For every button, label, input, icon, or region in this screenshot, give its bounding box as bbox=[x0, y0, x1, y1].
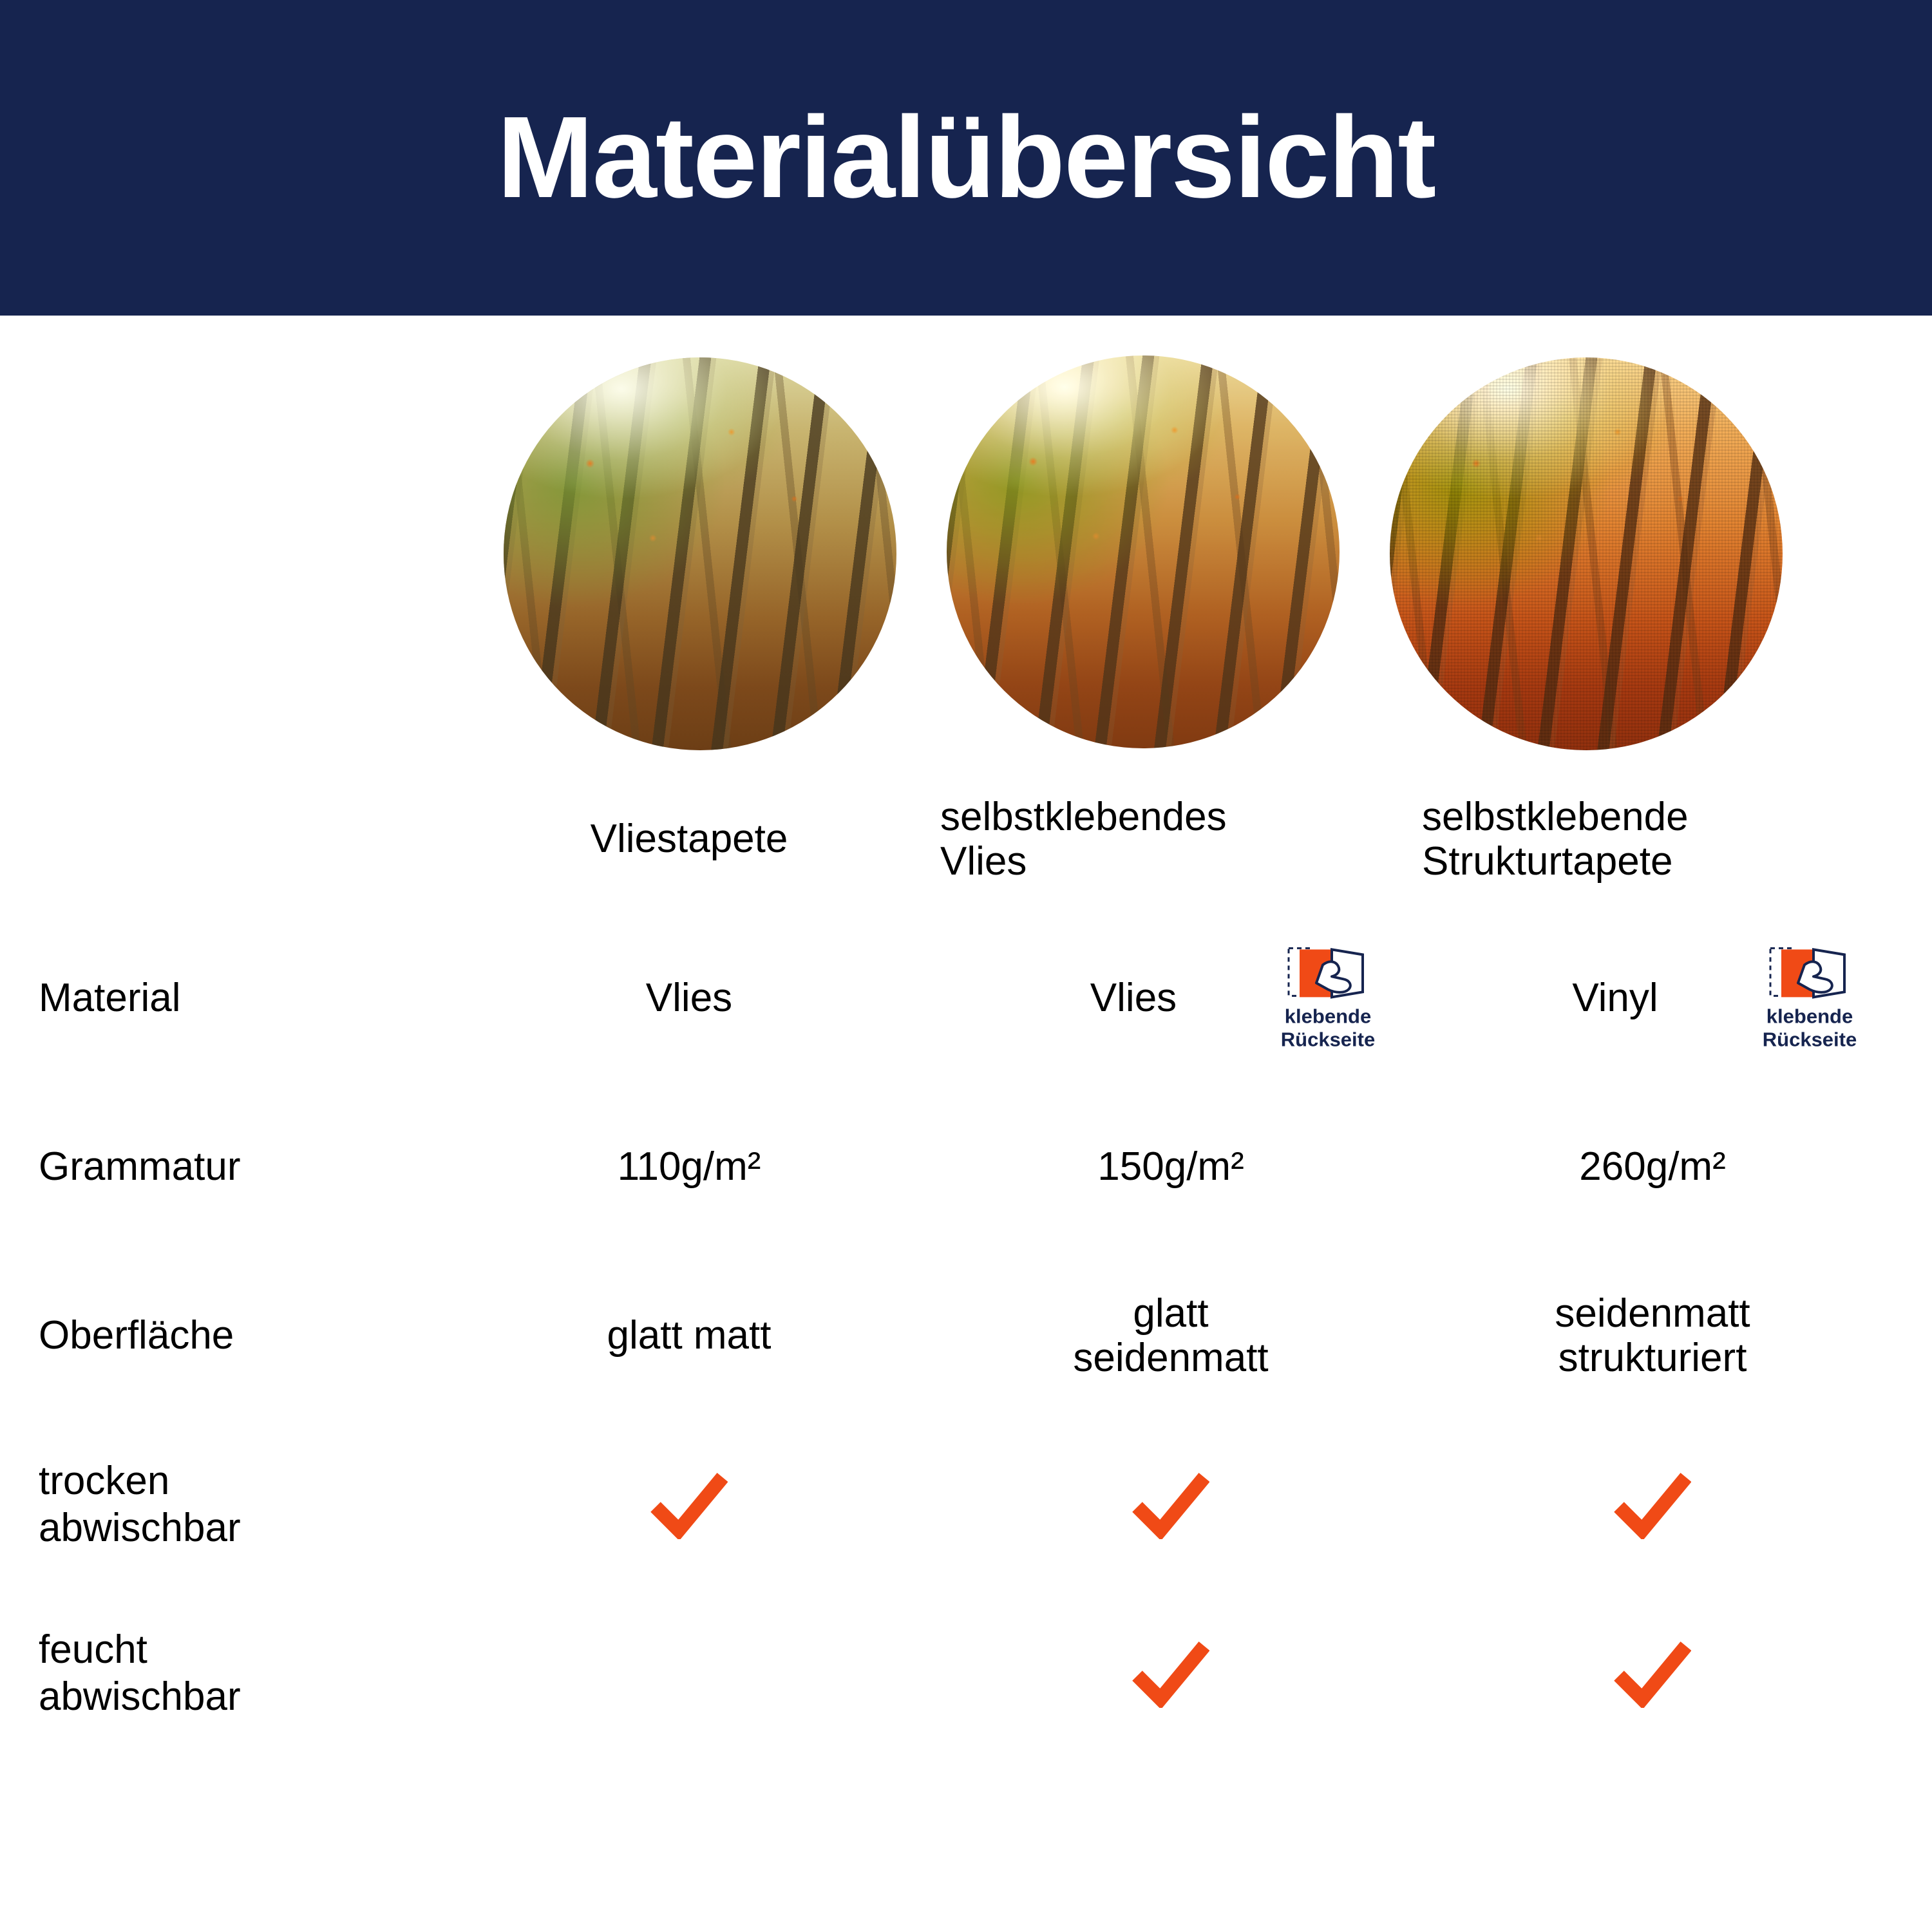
sample-swatch-selbstklebendes-vlies bbox=[947, 355, 1340, 748]
cell-value: Vlies bbox=[645, 976, 733, 1021]
table-row-trocken-abwischbar bbox=[39, 1420, 1893, 1589]
cell-oberflaeche-vliestapete bbox=[448, 1251, 930, 1420]
cell-value-line1: glatt bbox=[1133, 1291, 1209, 1336]
peel-sticker-icon bbox=[1768, 945, 1851, 1001]
peel-sticker-icon bbox=[1287, 945, 1369, 1001]
cell-value-line2: strukturiert bbox=[1558, 1336, 1747, 1380]
sample-swatch-selbstklebende-strukturtapete bbox=[1390, 357, 1783, 750]
table-row-oberflaeche bbox=[39, 1251, 1893, 1420]
row-label-grammatur: Grammatur bbox=[39, 1144, 241, 1189]
badge-line2: Rückseite bbox=[1280, 1028, 1376, 1050]
column-header-label-line1: selbstklebendes bbox=[940, 794, 1227, 839]
sticky-back-badge bbox=[1735, 945, 1884, 1050]
table-row-feucht-abwischbar bbox=[39, 1589, 1893, 1757]
material-comparison-table bbox=[0, 764, 1932, 1757]
cell-grammatur-selbstklebende-strukturtapete bbox=[1412, 1083, 1893, 1251]
column-header-label-line1: selbstklebende bbox=[1422, 794, 1689, 839]
page-title: Materialübersicht bbox=[497, 93, 1435, 222]
cell-feucht-vliestapete bbox=[448, 1589, 930, 1757]
sticky-back-badge bbox=[1253, 945, 1403, 1050]
cell-value: Vinyl bbox=[1572, 976, 1658, 1021]
row-label-trocken-abwischbar bbox=[39, 1420, 448, 1589]
checkmark-icon bbox=[1614, 1638, 1691, 1708]
cell-grammatur-vliestapete bbox=[448, 1083, 930, 1251]
cell-feucht-selbstklebende-strukturtapete bbox=[1412, 1589, 1893, 1757]
checkmark-icon bbox=[1132, 1638, 1209, 1708]
table-row-grammatur bbox=[39, 1083, 1893, 1251]
row-label-material: Material bbox=[39, 976, 181, 1021]
leaf-detail-icon bbox=[947, 355, 1340, 748]
table-header-row bbox=[39, 764, 1893, 914]
row-label-oberflaeche: Oberfläche bbox=[39, 1313, 234, 1358]
checkmark-icon bbox=[650, 1470, 728, 1539]
row-label-line2: abwischbar bbox=[39, 1506, 241, 1550]
column-header-label-line2: Strukturtapete bbox=[1422, 839, 1673, 884]
cell-value-line1: seidenmatt bbox=[1555, 1291, 1750, 1336]
cell-value: 150g/m² bbox=[1097, 1144, 1244, 1189]
badge-line1: klebende bbox=[1766, 1005, 1853, 1028]
cell-trocken-vliestapete bbox=[448, 1420, 930, 1589]
checkmark-icon bbox=[1614, 1470, 1691, 1539]
row-label-line1: trocken bbox=[39, 1458, 170, 1503]
checkmark-icon bbox=[1132, 1470, 1209, 1539]
cell-value-line2: seidenmatt bbox=[1073, 1336, 1269, 1380]
cell-trocken-selbstklebendes-vlies bbox=[930, 1420, 1412, 1589]
cell-value: 260g/m² bbox=[1579, 1144, 1726, 1189]
row-label-line1: feucht bbox=[39, 1627, 147, 1672]
badge-line1: klebende bbox=[1284, 1005, 1372, 1028]
leaf-detail-icon bbox=[504, 357, 896, 750]
cell-oberflaeche-selbstklebende-strukturtapete bbox=[1412, 1251, 1893, 1420]
sample-swatches bbox=[0, 355, 1932, 764]
cell-value-line1: glatt matt bbox=[607, 1313, 772, 1358]
header-banner bbox=[0, 0, 1932, 316]
cell-value: 110g/m² bbox=[617, 1144, 761, 1189]
column-header-label: Vliestapete bbox=[590, 817, 788, 862]
column-header-selbstklebendes-vlies bbox=[930, 764, 1412, 914]
cell-material-selbstklebendes-vlies bbox=[930, 914, 1412, 1083]
cell-material-selbstklebende-strukturtapete bbox=[1412, 914, 1893, 1083]
column-header-vliestapete bbox=[448, 764, 930, 914]
cell-material-vliestapete bbox=[448, 914, 930, 1083]
texture-overlay-icon bbox=[1390, 357, 1783, 750]
badge-line2: Rückseite bbox=[1762, 1028, 1857, 1050]
sample-swatch-vliestapete bbox=[504, 357, 896, 750]
cell-oberflaeche-selbstklebendes-vlies bbox=[930, 1251, 1412, 1420]
cell-trocken-selbstklebende-strukturtapete bbox=[1412, 1420, 1893, 1589]
column-header-selbstklebende-strukturtapete bbox=[1412, 764, 1893, 914]
cell-feucht-selbstklebendes-vlies bbox=[930, 1589, 1412, 1757]
cell-value: Vlies bbox=[1090, 976, 1177, 1021]
row-label-feucht-abwischbar bbox=[39, 1589, 448, 1757]
table-row-material bbox=[39, 914, 1893, 1083]
header-empty-cell bbox=[39, 764, 448, 914]
cell-grammatur-selbstklebendes-vlies bbox=[930, 1083, 1412, 1251]
content-area bbox=[0, 316, 1932, 1932]
row-label-line2: abwischbar bbox=[39, 1674, 241, 1719]
column-header-label-line2: Vlies bbox=[940, 839, 1027, 884]
